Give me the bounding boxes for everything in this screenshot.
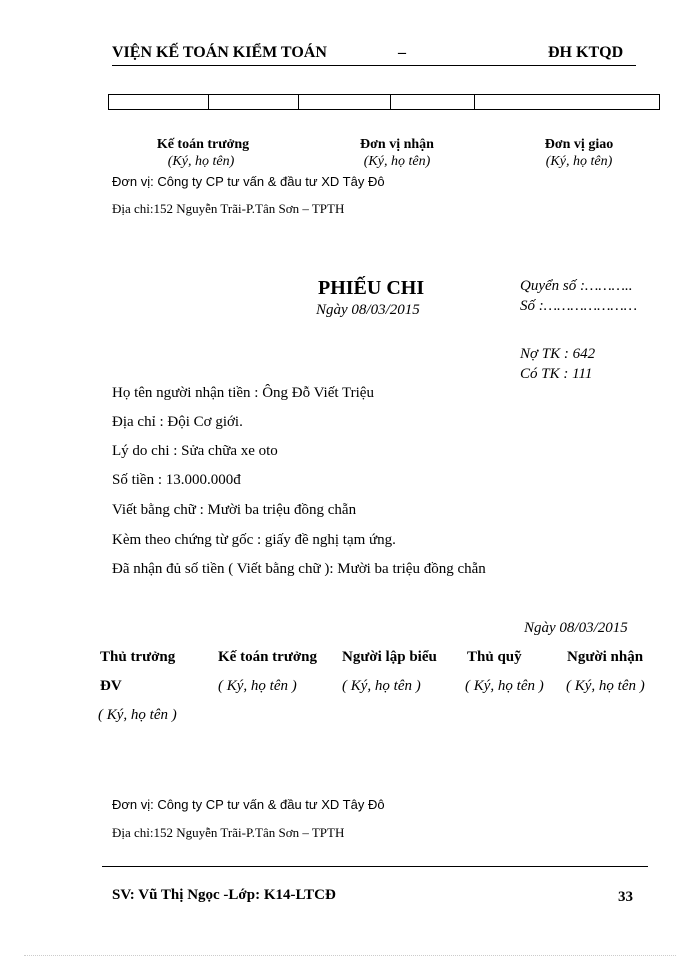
page-edge	[24, 955, 676, 956]
top-sign-role-1: Kế toán trưởng	[156, 137, 250, 152]
bottom-sign-role-5: Người nhận	[567, 649, 644, 665]
voucher-debit: Nợ TK : 642	[520, 346, 596, 362]
address-line: Địa chỉ : Đội Cơ giới.	[112, 414, 243, 430]
bottom-sign-note-5: ( Ký, họ tên )	[566, 678, 645, 694]
sign-date: Ngày 08/03/2015	[524, 620, 628, 636]
voucher-credit: Có TK : 111	[520, 366, 593, 382]
receiver-name-line: Họ tên người nhận tiền : Ông Đỗ Viết Triệu	[112, 385, 374, 401]
unit-address-bottom: Địa chỉ:152 Nguyễn Trãi-P.Tân Sơn – TPTH	[112, 825, 345, 840]
bottom-sign-note-2: ( Ký, họ tên )	[218, 678, 297, 694]
voucher-title: PHIẾU CHI	[318, 277, 425, 299]
top-sign-role-3: Đơn vị giao	[544, 137, 614, 152]
table-cell	[299, 95, 391, 109]
unit-name-top: Đơn vị: Công ty CP tư vấn & đầu tư XD Tây Đô	[112, 174, 385, 189]
voucher-date: Ngày 08/03/2015	[316, 302, 420, 318]
table-cell	[391, 95, 475, 109]
bottom-sign-role-3: Người lập biểu	[342, 649, 437, 665]
bottom-sign-note-3: ( Ký, họ tên )	[342, 678, 421, 694]
footer-rule	[102, 866, 648, 867]
received-line: Đã nhận đủ số tiền ( Viết bằng chữ ): Mười ba triệu đồng chẵn	[112, 561, 486, 577]
bottom-sign-note-4: ( Ký, họ tên )	[465, 678, 544, 694]
header-left: VIỆN KẾ TOÁN KIỂM TOÁN	[112, 44, 327, 61]
header-dash: –	[398, 44, 406, 61]
top-sign-note-2: (Ký, họ tên)	[363, 154, 431, 169]
top-sign-note-1: (Ký, họ tên)	[167, 154, 235, 169]
reason-line: Lý do chi : Sửa chữa xe oto	[112, 443, 278, 459]
bottom-sign-role-4: Thủ quỹ	[467, 649, 522, 665]
bottom-sign-role-2: Kế toán trưởng	[218, 649, 317, 665]
header-rule	[112, 65, 636, 66]
bottom-sign-role-head-2: ĐV	[100, 678, 122, 694]
page-number: 33	[618, 889, 633, 905]
top-sign-note-3: (Ký, họ tên)	[545, 154, 613, 169]
amount-words-line: Viết bằng chữ : Mười ba triệu đồng chẵn	[112, 502, 357, 518]
unit-address-top: Địa chỉ:152 Nguyễn Trãi-P.Tân Sơn – TPTH	[112, 201, 345, 216]
table-cell	[109, 95, 209, 109]
empty-table	[108, 94, 660, 110]
top-sign-role-2: Đơn vị nhận	[360, 137, 434, 152]
header-right: ĐH KTQD	[548, 44, 624, 61]
bottom-sign-role-head: Thủ trưởng	[100, 649, 176, 665]
table-cell	[475, 95, 659, 109]
footer-student: SV: Vũ Thị Ngọc -Lớp: K14-LTCĐ	[112, 887, 336, 903]
amount-line: Số tiền : 13.000.000đ	[112, 472, 241, 488]
voucher-number: Số :…………………	[520, 298, 638, 314]
bottom-sign-note-head: ( Ký, họ tên )	[98, 707, 177, 723]
attached-docs-line: Kèm theo chứng từ gốc : giấy đề nghị tạm ứng.	[112, 532, 396, 548]
table-cell	[209, 95, 299, 109]
unit-name-bottom: Đơn vị: Công ty CP tư vấn & đầu tư XD Tây Đô	[112, 797, 385, 812]
voucher-book-no: Quyển số :………..	[520, 278, 633, 294]
